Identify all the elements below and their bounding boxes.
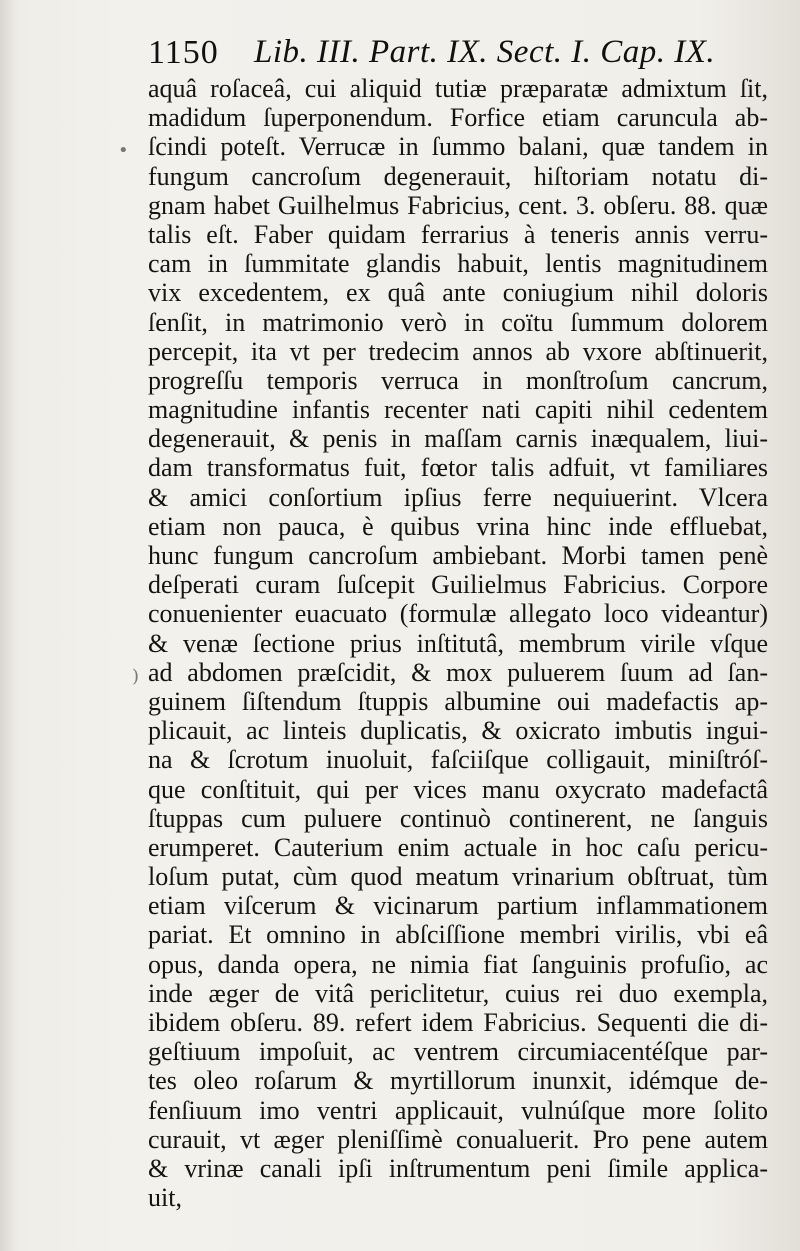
text-line: ad abdomen præſcidit, & mox puluerem ſuum ad ſan-	[148, 657, 768, 687]
text-line: que conſtituit, qui per vices manu oxycrato madefactâ	[148, 774, 768, 804]
text-line: gnam habet Guilhelmus Fabricius, cent. 3. obſeru. 88. quæ	[148, 190, 768, 220]
text-line: cam in ſummitate glandis habuit, lentis magnitudinem	[148, 249, 768, 279]
text-line: vix excedentem, ex quâ ante coniugium nihil doloris	[148, 278, 768, 308]
text-line: erumperet. Cauterium enim actuale in hoc caſu pericu-	[148, 832, 768, 862]
text-line: degenerauit, & penis in maſſam carnis inæqualem, liui-	[148, 424, 768, 454]
text-line: curauit, vt æger pleniſſimè conualuerit. Pro pene autem	[148, 1124, 768, 1154]
text-line: conuenienter euacuato (formulæ allegato loco videantur)	[148, 599, 768, 629]
text-line: madidum ſuperponendum. Forfice etiam caruncula ab-	[148, 103, 768, 133]
text-line: plicauit, ac linteis duplicatis, & oxicrato imbutis ingui-	[148, 716, 768, 746]
text-line: dam transformatus fuit, fœtor talis adfuit, vt familiares	[148, 453, 768, 483]
text-line: loſum putat, cùm quod meatum vrinarium obſtruat, tùm	[148, 862, 768, 892]
text-line: na & ſcrotum inuoluit, faſciiſque colligauit, miniſtróſ-	[148, 745, 768, 775]
text-line: percepit, ita vt per tredecim annos ab vxore abſtinuerit,	[148, 336, 768, 366]
text-line: tes oleo roſarum & myrtillorum inunxit, idémque de-	[148, 1066, 768, 1096]
text-line: aquâ roſaceâ, cui aliquid tutiæ præparatæ admixtum ſit,	[148, 74, 768, 103]
text-line: ſtuppas cum puluere continuò continerent, ne ſanguis	[148, 803, 768, 833]
running-title: Lib. III. Part. IX. Sect. I. Cap. IX.	[254, 34, 716, 70]
margin-mark: )	[132, 666, 140, 687]
text-line: ſcindi poteſt. Verrucæ in ſummo balani, quæ tandem in	[148, 132, 768, 162]
text-line: ibidem obſeru. 89. refert idem Fabricius. Sequenti die di-	[148, 1008, 768, 1037]
text-line: hunc fungum cancroſum ambiebant. Morbi tamen penè	[148, 541, 768, 570]
text-line: inde æger de vitâ periclitetur, cuius rei duo exempla,	[148, 978, 768, 1008]
text-line: geſtiuum impoſuit, ac ventrem circumiacentéſque par-	[148, 1037, 768, 1067]
margin-mark: •	[118, 140, 129, 161]
text-line: talis eſt. Faber quidam ferrarius à teneris annis verru-	[148, 219, 768, 249]
text-line: ſenſit, in matrimonio verò in coïtu ſummum dolorem	[148, 307, 768, 337]
body-text	[148, 74, 768, 1212]
text-line: etiam non pauca, è quibus vrina hinc inde effluebat,	[148, 511, 768, 541]
page-number: 1150	[148, 34, 219, 71]
text-line: uit,	[148, 1183, 182, 1213]
text-line: etiam viſcerum & vicinarum partium inflammationem	[148, 891, 768, 921]
text-line: opus, danda opera, ne nimia fiat ſanguinis profuſio, ac	[148, 949, 768, 979]
text-line: fungum cancroſum degenerauit, hiſtoriam notatu di-	[148, 161, 768, 191]
text-line: & amici conſortium ipſius ferre nequiuerint. Vlcera	[148, 482, 768, 512]
text-line: guinem ſiſtendum ſtuppis albumine oui madefactis ap-	[148, 686, 768, 716]
text-line: deſperati curam ſuſcepit Guilielmus Fabricius. Corpore	[148, 570, 768, 600]
text-line: & vrinæ canali ipſi inſtrumentum peni ſimile applica-	[148, 1153, 768, 1183]
text-line: magnitudine infantis recenter nati capiti nihil cedentem	[148, 395, 768, 425]
text-line: & venæ ſectione prius inſtitutâ, membrum virile vſque	[148, 628, 768, 658]
text-line: fenſiuum imo ventri applicauit, vulnúſque more ſolito	[148, 1095, 768, 1125]
text-line: progreſſu temporis verruca in monſtroſum cancrum,	[148, 365, 768, 395]
text-line: pariat. Et omnino in abſciſſione membri virilis, vbi eâ	[148, 920, 768, 950]
